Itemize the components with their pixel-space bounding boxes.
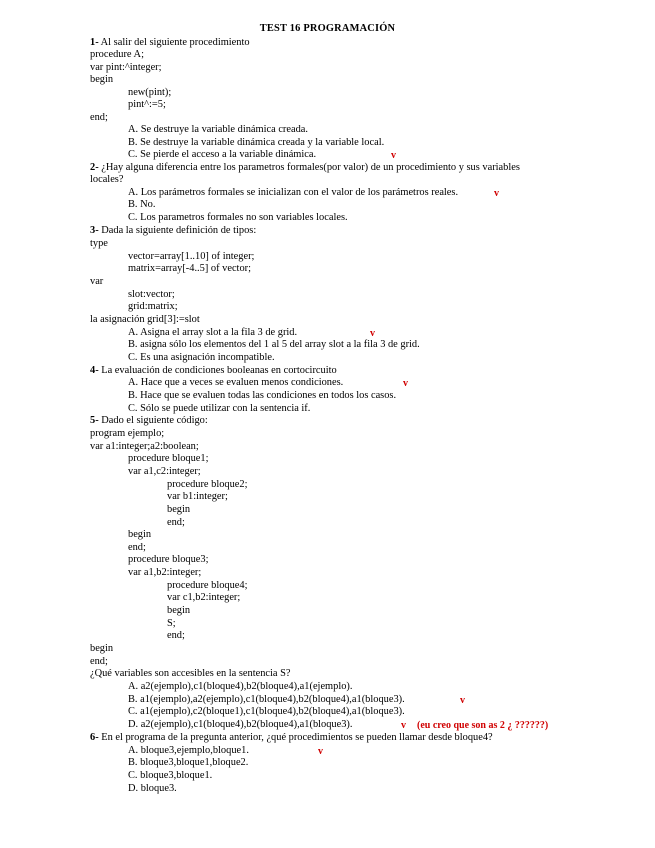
answer-mark: v [401,720,406,731]
option-c: C. bloque3,bloque1. [128,770,213,781]
question-number: 6- [90,732,99,743]
question-2-stem [90,162,520,174]
code-line: var a1,b2:integer; [128,567,202,578]
code-line: end; [90,656,108,667]
code-line: S; [167,618,176,629]
answer-mark: v [391,150,396,161]
option-a: A. Los parámetros formales se inicializan con el valor de los parámetros reales. [128,187,459,198]
option-a: A. a2(ejemplo),c1(bloque4),b2(bloque4),a1(ejemplo). [128,681,353,692]
code-line: procedure bloque1; [128,453,209,464]
question-number: 1- [90,37,99,48]
code-line: begin [167,605,191,616]
question-1-stem [90,37,250,49]
document-title: TEST 16 PROGRAMACIÓN [259,23,396,34]
question-text: Dada la siguiente definición de tipos: [98,225,257,236]
code-line: type [90,238,108,249]
code-line: end; [128,542,146,553]
code-line: slot:vector; [128,289,175,300]
question-3-stem [90,225,256,237]
question-number: 4- [90,365,99,376]
answer-mark: v [403,378,408,389]
code-line: var a1:integer;a2:boolean; [90,441,199,452]
code-line: matrix=array[-4..5] of vector; [128,263,251,274]
option-d: D. a2(ejemplo),c1(bloque4),b2(bloque4),a1(bloque3). [128,719,353,730]
question-prompt: ¿Qué variables son accesibles en la sentencia S? [90,668,291,679]
code-line: end; [167,630,185,641]
code-line: var c1,b2:integer; [167,592,241,603]
code-line: vector=array[1..10] of integer; [128,251,255,262]
code-line: begin [90,74,114,85]
answer-mark: v [370,328,375,339]
option-c: C. Se pierde el acceso a la variable dinámica. [128,149,317,160]
code-line: begin [128,529,152,540]
code-line: new(pint); [128,87,172,98]
option-b: B. No. [128,199,156,210]
code-line: procedure bloque4; [167,580,248,591]
code-line: program ejemplo; [90,428,165,439]
option-b: B. Se destruye la variable dinámica creada y la variable local. [128,137,385,148]
option-a: A. Asigna el array slot a la fila 3 de grid. [128,327,298,338]
option-b: B. a1(ejemplo),a2(ejemplo),c1(bloque4),b2(bloque4),a1(bloque3). [128,694,405,705]
question-4-stem [90,365,337,377]
code-line: begin [167,504,191,515]
question-text: ¿Hay alguna diferencia entre los parametros formales(por valor) de un procedimiento y sus variables [98,162,520,173]
code-line: pint^:=5; [128,99,166,110]
option-c: C. a1(ejemplo),c2(bloque1),c1(bloque4),b2(bloque4),a1(bloque3). [128,706,405,717]
code-line: var pint:^integer; [90,62,162,73]
code-line: var a1,c2:integer; [128,466,201,477]
code-line: var b1:integer; [167,491,228,502]
code-line: var [90,276,104,287]
question-text-continued: locales? [90,174,124,185]
code-line: begin [90,643,114,654]
answer-mark: v [318,746,323,757]
option-a: A. Se destruye la variable dinámica creada. [128,124,309,135]
question-5-stem [90,415,208,427]
question-text: La evaluación de condiciones booleanas en cortocircuito [98,365,337,376]
question-text: Al salir del siguiente procedimiento [98,37,250,48]
option-c: C. Los parametros formales no son variables locales. [128,212,348,223]
code-line: end; [90,112,108,123]
code-line: procedure bloque3; [128,554,209,565]
question-number: 5- [90,415,99,426]
code-line: procedure bloque2; [167,479,248,490]
option-a: A. bloque3,ejemplo,bloque1. [128,745,249,756]
option-c: C. Sólo se puede utilizar con la sentencia if. [128,403,311,414]
handwritten-note: (eu creo que son as 2 ¿ ??????) [417,720,549,731]
question-number: 3- [90,225,99,236]
option-b: B. bloque3,bloque1,bloque2. [128,757,249,768]
answer-mark: v [460,695,465,706]
answer-mark: v [494,188,499,199]
question-text: Dado el siguiente código: [98,415,208,426]
code-line: grid:matrix; [128,301,178,312]
option-c: C. Es una asignación incompatible. [128,352,275,363]
code-line: end; [167,517,185,528]
code-line: la asignación grid[3]:=slot [90,314,200,325]
question-text: En el programa de la pregunta anterior, ¿qué procedimientos se pueden llamar desde bloque4? [98,732,493,743]
option-d: D. bloque3. [128,783,177,794]
option-b: B. Hace que se evaluen todas las condiciones en todos los casos. [128,390,397,401]
question-6-stem [90,732,493,744]
option-b: B. asigna sólo los elementos del 1 al 5 del array slot a la fila 3 de grid. [128,339,420,350]
option-a: A. Hace que a veces se evaluen menos condiciones. [128,377,344,388]
code-line: procedure A; [90,49,144,60]
question-number: 2- [90,162,99,173]
